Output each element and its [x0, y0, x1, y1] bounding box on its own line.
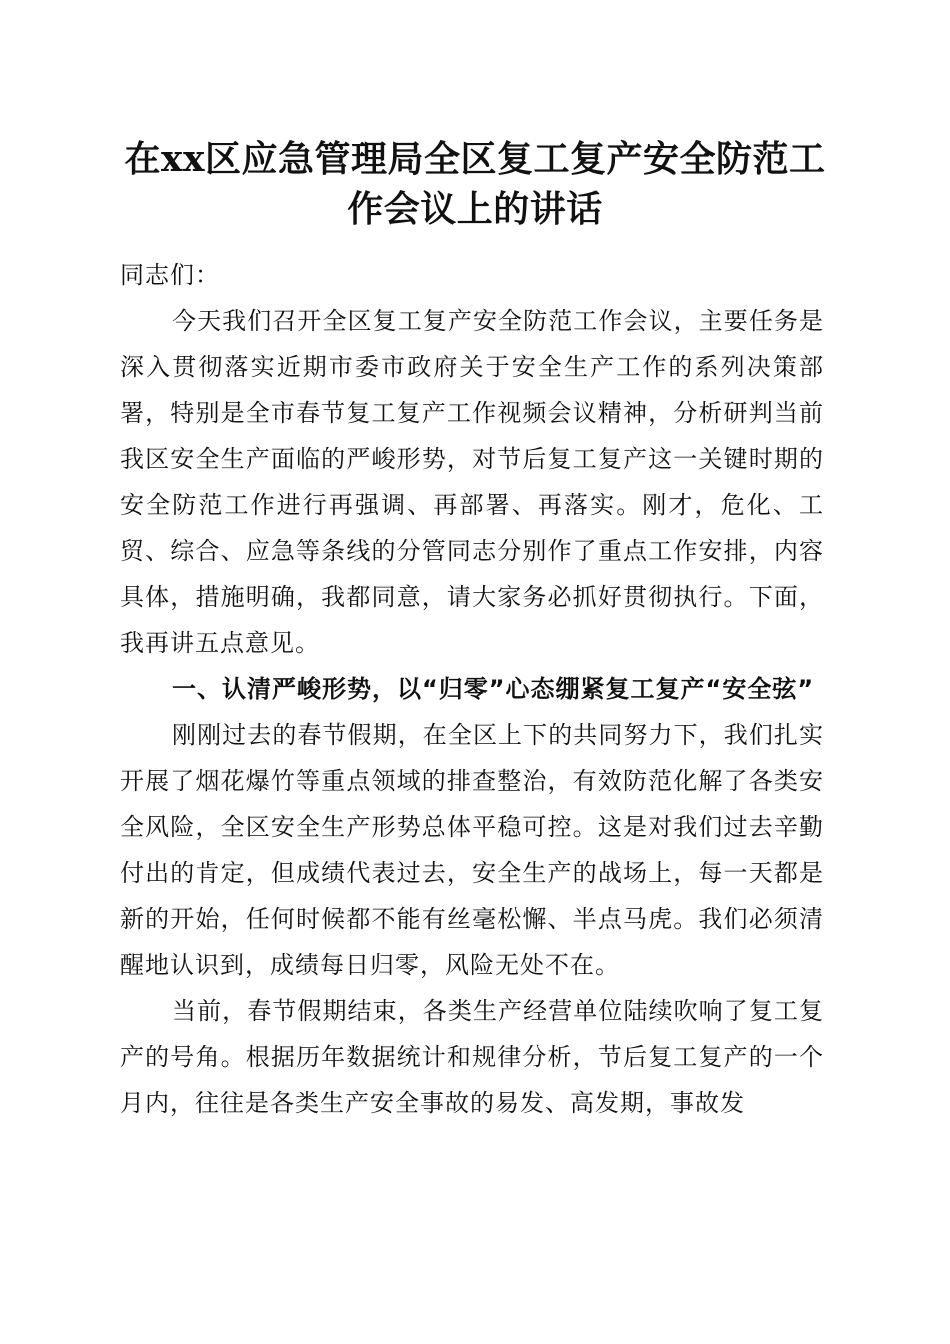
section-heading-1: 一、认清严峻形势，以“归零”心态绷紧复工复产“安全弦” — [172, 675, 815, 703]
document-title — [120, 134, 830, 234]
title-line-2: 作会议上的讲话 — [347, 188, 603, 230]
paragraph-section1-2: 当前，春节假期结束，各类生产经营单位陆续吹响了复工复产的号角。根据历年数据统计和规律分析，节后复工复产的一个月内，往往是各类生产安全事故的易发、高发期，事故发 — [120, 997, 824, 1117]
paragraph-intro: 今天我们召开全区复工复产安全防范工作会议，主要任务是深入贯彻落实近期市委市政府关于安全生产工作的系列决策部署，特别是全市春节复工复产工作视频会议精神，分析研判当前我区安全生产面临的严峻形势，对节后复工复产这一关键时期的安全防范工作进行再强调、再部署、再落实。刚才，危化、工贸、综合、应急等条线的分管同志分别作了重点工作安排，内容具体，措施明确，我都同意，请大家务必抓好贯彻执行。下面，我再讲五点意见。 — [120, 307, 824, 657]
salutation: 同志们： — [120, 261, 220, 289]
title-line-1: 在xx区应急管理局全区复工复产安全防范工 — [124, 138, 826, 180]
document-body — [120, 252, 824, 1126]
paragraph-section1-1: 刚刚过去的春节假期，在全区上下的共同努力下，我们扎实开展了烟花爆竹等重点领域的排查整治，有效防范化解了各类安全风险，全区安全生产形势总体平稳可控。这是对我们过去辛勤付出的肯定，但成绩代表过去，安全生产的战场上，每一天都是新的开始，任何时候都不能有丝毫松懈、半点马虎。我们必须清醒地认识到，成绩每日归零，风险无处不在。 — [120, 721, 824, 979]
